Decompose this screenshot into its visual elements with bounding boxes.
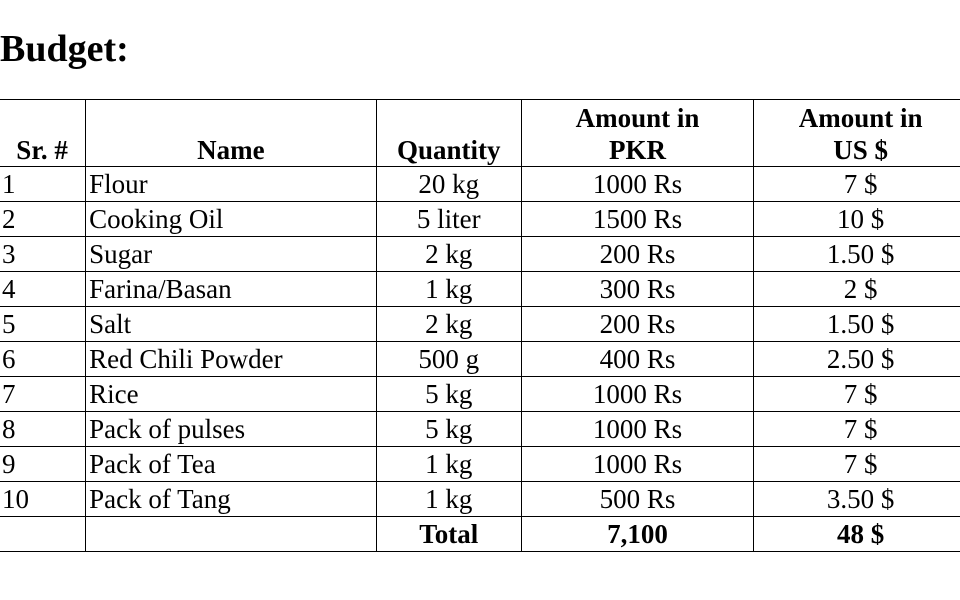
cell-sr: 10: [0, 482, 86, 517]
cell-name: Pack of Tea: [86, 447, 376, 482]
cell-quantity: 2 kg: [376, 237, 521, 272]
cell-name-empty: [86, 517, 376, 552]
cell-quantity: 1 kg: [376, 482, 521, 517]
cell-amount-pkr: 1000 Rs: [521, 167, 753, 202]
header-amount-usd: Amount in US $: [754, 100, 960, 167]
cell-amount-usd: 10 $: [754, 202, 960, 237]
cell-amount-pkr: 1000 Rs: [521, 447, 753, 482]
total-amount-pkr: 7,100: [521, 517, 753, 552]
cell-name: Sugar: [86, 237, 376, 272]
cell-amount-usd: 1.50 $: [754, 307, 960, 342]
cell-sr: 9: [0, 447, 86, 482]
cell-quantity: 2 kg: [376, 307, 521, 342]
table-row: [0, 307, 960, 342]
cell-name: Pack of pulses: [86, 412, 376, 447]
table-row: [0, 377, 960, 412]
table-row: [0, 167, 960, 202]
table-row: [0, 482, 960, 517]
cell-sr-empty: [0, 517, 86, 552]
table-row: [0, 272, 960, 307]
cell-amount-usd: 7 $: [754, 377, 960, 412]
cell-sr: 8: [0, 412, 86, 447]
header-sr: Sr. #: [0, 100, 86, 167]
table-row: [0, 447, 960, 482]
table-row: [0, 342, 960, 377]
cell-sr: 3: [0, 237, 86, 272]
header-quantity: Quantity: [376, 100, 521, 167]
budget-table: [0, 99, 960, 552]
cell-quantity: 5 kg: [376, 377, 521, 412]
cell-amount-pkr: 500 Rs: [521, 482, 753, 517]
cell-name: Pack of Tang: [86, 482, 376, 517]
cell-amount-usd: 3.50 $: [754, 482, 960, 517]
total-amount-usd: 48 $: [754, 517, 960, 552]
cell-quantity: 1 kg: [376, 447, 521, 482]
cell-sr: 4: [0, 272, 86, 307]
cell-amount-pkr: 300 Rs: [521, 272, 753, 307]
table-row: [0, 412, 960, 447]
header-name: Name: [86, 100, 376, 167]
cell-quantity: 500 g: [376, 342, 521, 377]
cell-amount-usd: 2 $: [754, 272, 960, 307]
cell-quantity: 20 kg: [376, 167, 521, 202]
cell-name: Flour: [86, 167, 376, 202]
cell-amount-pkr: 200 Rs: [521, 237, 753, 272]
cell-amount-pkr: 400 Rs: [521, 342, 753, 377]
cell-amount-usd: 7 $: [754, 447, 960, 482]
cell-name: Farina/Basan: [86, 272, 376, 307]
cell-sr: 6: [0, 342, 86, 377]
cell-quantity: 5 liter: [376, 202, 521, 237]
cell-name: Salt: [86, 307, 376, 342]
cell-amount-usd: 7 $: [754, 412, 960, 447]
table-header-row: [0, 100, 960, 167]
cell-amount-usd: 7 $: [754, 167, 960, 202]
table-row: [0, 202, 960, 237]
total-label: Total: [376, 517, 521, 552]
cell-quantity: 1 kg: [376, 272, 521, 307]
cell-name: Rice: [86, 377, 376, 412]
cell-amount-pkr: 1000 Rs: [521, 377, 753, 412]
cell-amount-usd: 2.50 $: [754, 342, 960, 377]
cell-amount-pkr: 1500 Rs: [521, 202, 753, 237]
cell-sr: 7: [0, 377, 86, 412]
cell-quantity: 5 kg: [376, 412, 521, 447]
cell-sr: 5: [0, 307, 86, 342]
header-amount-pkr: Amount in PKR: [521, 100, 753, 167]
cell-sr: 2: [0, 202, 86, 237]
cell-sr: 1: [0, 167, 86, 202]
cell-name: Red Chili Powder: [86, 342, 376, 377]
page-title: Budget:: [0, 28, 129, 70]
cell-amount-pkr: 200 Rs: [521, 307, 753, 342]
cell-name: Cooking Oil: [86, 202, 376, 237]
cell-amount-usd: 1.50 $: [754, 237, 960, 272]
table-row: [0, 237, 960, 272]
cell-amount-pkr: 1000 Rs: [521, 412, 753, 447]
total-row: [0, 517, 960, 552]
